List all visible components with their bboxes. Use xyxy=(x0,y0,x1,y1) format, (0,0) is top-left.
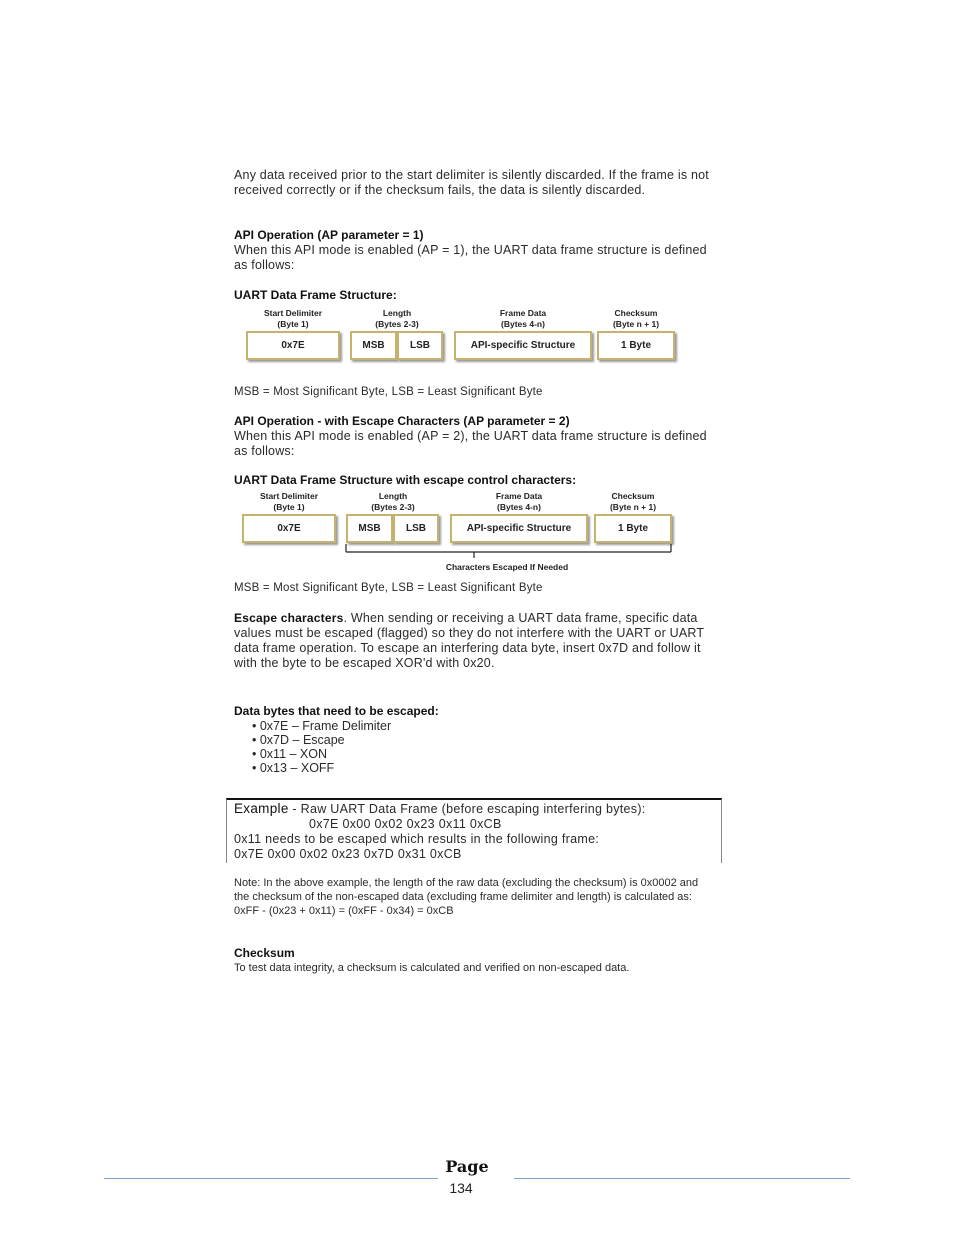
list-item: • 0x7E – Frame Delimiter xyxy=(252,719,439,733)
api-mode-1-text: When this API mode is enabled (AP = 1), the UART data frame structure is defined as follows: xyxy=(234,243,707,272)
example-line-1: - Raw UART Data Frame (before escaping interfering bytes): xyxy=(288,802,646,816)
example-line-4: 0x7E 0x00 0x02 0x23 0x7D 0x31 0xCB xyxy=(234,847,462,861)
checksum-section xyxy=(234,946,714,975)
escape-characters-lead: Escape characters xyxy=(234,611,344,625)
intro-paragraph: Any data received prior to the start delimiter is silently discarded. If the frame is not received correctly or if the checksum fails, the data is silently discarded. xyxy=(234,168,709,197)
box-msb: MSB xyxy=(350,331,397,360)
caption-checksum-2: Checksum (Byte n + 1) xyxy=(609,491,657,512)
caption-frame-data: Frame Data (Bytes 4-n) xyxy=(499,308,547,329)
frame-structure-heading: UART Data Frame Structure: xyxy=(234,288,397,302)
escaped-bytes-list xyxy=(252,719,439,775)
api-mode-1-section xyxy=(234,228,714,273)
caption-start-delimiter-2: Start Delimiter (Byte 1) xyxy=(259,491,319,512)
msb-lsb-note-2: MSB = Most Significant Byte, LSB = Least Significant Byte xyxy=(234,582,543,594)
example-line-2: 0x7E 0x00 0x02 0x23 0x11 0xCB xyxy=(309,817,502,831)
api-mode-2-section xyxy=(234,414,714,459)
msb-lsb-note-1: MSB = Most Significant Byte, LSB = Least Significant Byte xyxy=(234,386,543,398)
escaped-frame-structure-heading: UART Data Frame Structure with escape control characters: xyxy=(234,473,577,487)
box-checksum-2: 1 Byte xyxy=(594,514,672,543)
footer-rule-left xyxy=(104,1178,438,1179)
box-start-delimiter-2: 0x7E xyxy=(242,514,336,543)
box-api-structure-2: API-specific Structure xyxy=(450,514,588,543)
caption-length-2: Length (Bytes 2-3) xyxy=(371,491,415,512)
box-start-delimiter: 0x7E xyxy=(246,331,340,360)
escape-bracket xyxy=(340,544,680,558)
note-text: Note: In the above example, the length of the raw data (excluding the checksum) is 0x0002 and the checksum of the non-escaped data (excluding frame delimiter and length) is calculated as: xyxy=(234,877,699,903)
escape-characters-text: . When sending or receiving a UART data frame, specific data values must be escaped (flagged) so they do not interfere with the UART or UART data frame operation. To escape an interfering data byte, insert 0x7D and follow it with the byte to be escaped XOR'd with 0x20. xyxy=(234,611,704,670)
api-mode-2-heading: API Operation - with Escape Characters (AP parameter = 2) xyxy=(234,414,570,428)
box-msb-2: MSB xyxy=(346,514,393,543)
box-checksum: 1 Byte xyxy=(597,331,675,360)
api-mode-2-text: When this API mode is enabled (AP = 2), the UART data frame structure is defined as follows: xyxy=(234,429,707,458)
box-lsb: LSB xyxy=(397,331,443,360)
box-api-structure: API-specific Structure xyxy=(454,331,592,360)
example-line-3: 0x11 needs to be escaped which results in the following frame: xyxy=(234,832,600,846)
list-item: • 0x7D – Escape xyxy=(252,733,439,747)
box-lsb-2: LSB xyxy=(393,514,439,543)
escape-bracket-label: Characters Escaped If Needed xyxy=(445,562,569,572)
escaped-bytes-heading: Data bytes that need to be escaped: xyxy=(234,704,439,718)
api-mode-1-heading: API Operation (AP parameter = 1) xyxy=(234,228,424,242)
note-formula: 0xFF - (0x23 + 0x11) = (0xFF - 0x34) = 0xCB xyxy=(234,905,454,917)
note-section xyxy=(234,876,704,918)
footer-rule-right xyxy=(514,1178,850,1179)
caption-length: Length (Bytes 2-3) xyxy=(375,308,419,329)
checksum-text: To test data integrity, a checksum is calculated and verified on non-escaped data. xyxy=(234,962,630,974)
example-content xyxy=(234,801,718,862)
example-lead: Example xyxy=(234,801,289,816)
footer-page-label: Page xyxy=(445,1157,489,1176)
caption-checksum: Checksum (Byte n + 1) xyxy=(612,308,660,329)
list-item: • 0x13 – XOFF xyxy=(252,761,439,775)
escape-characters-paragraph xyxy=(234,611,710,671)
caption-start-delimiter: Start Delimiter (Byte 1) xyxy=(263,308,323,329)
footer-page-number: 134 xyxy=(449,1180,473,1196)
checksum-heading: Checksum xyxy=(234,946,295,960)
escaped-bytes-section xyxy=(234,704,439,775)
list-item: • 0x11 – XON xyxy=(252,747,439,761)
caption-frame-data-2: Frame Data (Bytes 4-n) xyxy=(495,491,543,512)
